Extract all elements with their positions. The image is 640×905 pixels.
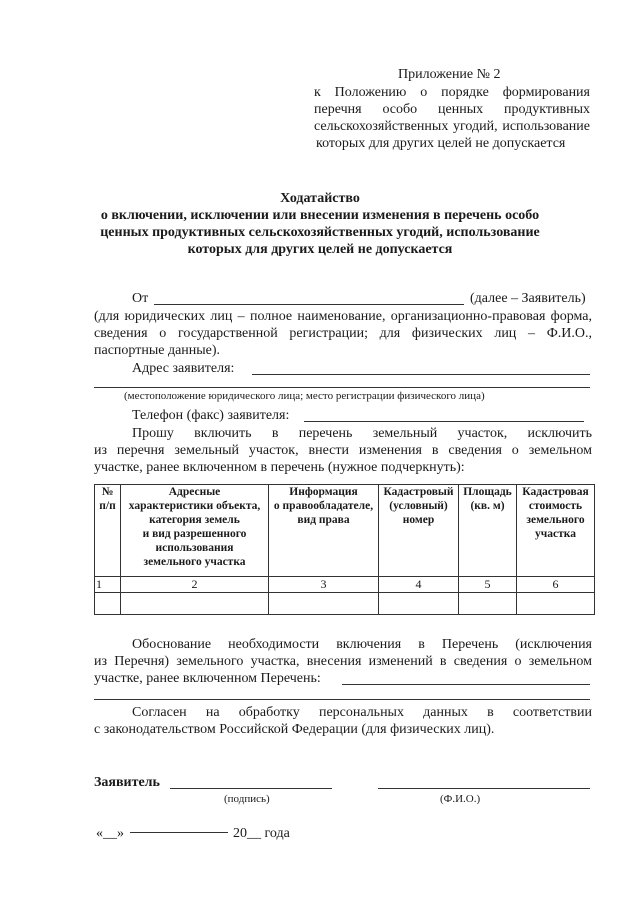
phone-blank-line[interactable] bbox=[304, 421, 584, 422]
from-blank-line[interactable] bbox=[154, 304, 464, 305]
consent-line-2: с законодательством Российской Федерации (для физических лиц). bbox=[94, 722, 495, 737]
from-note-line-2: сведения о государственной регистрации; для физических лиц – Ф.И.О., bbox=[94, 326, 592, 341]
from-label: От bbox=[132, 291, 149, 306]
annex-line-4: которых для других целей не допускается bbox=[316, 136, 566, 151]
justification-line-3: участке, ранее включенном Перечень: bbox=[94, 671, 321, 686]
table-cell-empty[interactable] bbox=[95, 593, 121, 615]
document-title: Ходатайство bbox=[280, 191, 360, 206]
table-cell-empty[interactable] bbox=[517, 593, 595, 615]
table-cell-empty[interactable] bbox=[121, 593, 269, 615]
address-label: Адрес заявителя: bbox=[132, 361, 235, 376]
request-line-3: участке, ранее включенном в перечень (нужное подчеркнуть): bbox=[94, 460, 465, 475]
document-subtitle-line-2: ценных продуктивных сельскохозяйственных угодий, использование bbox=[100, 225, 540, 240]
table-empty-row bbox=[95, 593, 595, 615]
address-blank-line-2[interactable] bbox=[94, 387, 590, 388]
address-blank-line-1[interactable] bbox=[252, 374, 590, 375]
justification-line-2: из Перечня) земельного участка, внесения изменений в сведения о земельном bbox=[94, 654, 592, 669]
table-header-cadastral-number: Кадастровый (условный) номер bbox=[379, 485, 459, 577]
annex-line-3: сельскохозяйственных угодий, использование bbox=[314, 119, 590, 134]
annex-line-2: перечня особо ценных продуктивных bbox=[314, 102, 590, 117]
table-header-cadastral-value: Кадастровая стоимость земельного участка bbox=[517, 485, 595, 577]
date-month-blank-line[interactable] bbox=[130, 832, 228, 833]
table-header-address: Адресные характеристики объекта, категория земель и вид разрешенного использования земельного участка bbox=[121, 485, 269, 577]
from-note-line-1: (для юридических лиц – полное наименование, организационно-правовая форма, bbox=[94, 309, 592, 324]
request-line-1: Прошу включить в перечень земельный участок, исключить bbox=[132, 426, 592, 441]
document-subtitle-line-3: которых для других целей не допускается bbox=[187, 242, 453, 257]
request-line-2: из перечня земельный участок, внести изменения в сведения о земельном bbox=[94, 443, 592, 458]
annex-line-1: к Положению о порядке формирования bbox=[314, 85, 590, 100]
table-cell-number: 2 bbox=[121, 577, 269, 593]
date-year-blank[interactable]: __ bbox=[247, 826, 261, 841]
date-quote-close: » bbox=[117, 826, 124, 841]
signature-caption: (подпись) bbox=[224, 793, 270, 805]
date-quote-open: « bbox=[96, 826, 103, 841]
table-cell-empty[interactable] bbox=[269, 593, 379, 615]
table-cell-number: 5 bbox=[459, 577, 517, 593]
consent-line-1: Согласен на обработку персональных данных в соответствии bbox=[132, 705, 592, 720]
from-note-line-3: паспортные данные). bbox=[94, 343, 221, 358]
phone-label: Телефон (факс) заявителя: bbox=[132, 408, 290, 423]
date-line bbox=[96, 825, 290, 842]
table-header-owner: Информация о правообладателе, вид права bbox=[269, 485, 379, 577]
address-caption: (местоположение юридического лица; место регистрации физического лица) bbox=[124, 390, 485, 402]
date-year-prefix: 20 bbox=[233, 826, 247, 841]
table-cell-empty[interactable] bbox=[459, 593, 517, 615]
document-subtitle-line-1: о включении, исключении или внесении изменения в перечень особо bbox=[100, 208, 540, 223]
from-suffix: (далее – Заявитель) bbox=[470, 291, 586, 306]
applicant-label: Заявитель bbox=[94, 775, 160, 790]
name-caption: (Ф.И.О.) bbox=[440, 793, 481, 805]
date-year-suffix: года bbox=[264, 826, 290, 841]
table-cell-empty[interactable] bbox=[379, 593, 459, 615]
land-plot-table bbox=[94, 484, 595, 615]
annex-title: Приложение № 2 bbox=[398, 67, 501, 82]
table-cell-number: 1 bbox=[95, 577, 121, 593]
date-day-blank[interactable]: __ bbox=[103, 826, 117, 841]
table-cell-number: 4 bbox=[379, 577, 459, 593]
table-cell-number: 6 bbox=[517, 577, 595, 593]
table-cell-number: 3 bbox=[269, 577, 379, 593]
table-header-area: Площадь (кв. м) bbox=[459, 485, 517, 577]
signature-blank-line[interactable] bbox=[170, 788, 332, 789]
justification-blank-line-2[interactable] bbox=[94, 699, 590, 700]
table-header-number: № п/п bbox=[95, 485, 121, 577]
justification-blank-line-1[interactable] bbox=[342, 684, 590, 685]
name-blank-line[interactable] bbox=[378, 788, 590, 789]
justification-line-1: Обоснование необходимости включения в Перечень (исключения bbox=[132, 637, 592, 652]
table-numbering-row bbox=[95, 577, 595, 593]
